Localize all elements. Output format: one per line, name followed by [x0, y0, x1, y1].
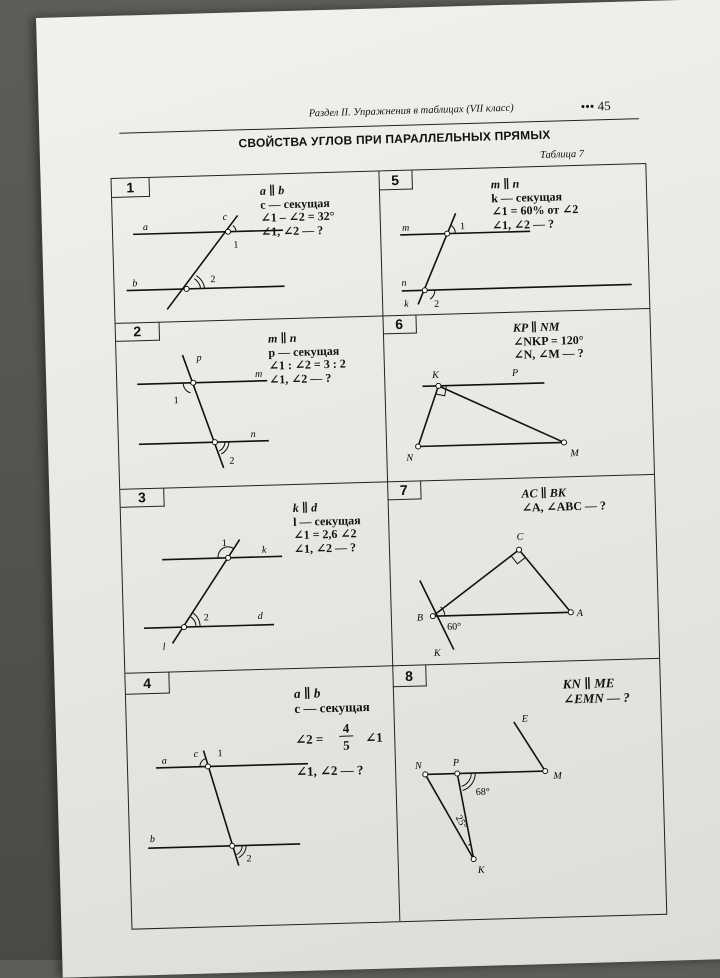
task-number-5: 5	[378, 171, 413, 191]
task-6-line-2: ∠NKP = 120°	[513, 332, 584, 349]
task-4-line-4: ∠1, ∠2 — ?	[295, 762, 364, 780]
angle-label-1: 1	[233, 239, 239, 251]
task-number-6: 6	[382, 314, 417, 334]
label-a: a	[142, 221, 149, 234]
page-number-value: 45	[597, 97, 611, 114]
task-cell-4	[125, 665, 399, 927]
task-1-conditions	[260, 183, 335, 239]
task-3-line-3: ∠1 = 2,6 ∠2	[293, 526, 357, 543]
angle-68: 68°	[475, 786, 490, 799]
label-P: P	[452, 757, 460, 769]
task-5-line-4: ∠1, ∠2 — ?	[491, 216, 555, 232]
label-B: B	[416, 612, 424, 624]
task-2-line-1: m ∥ n	[267, 330, 297, 346]
task-cell-8	[392, 658, 668, 920]
task-2-line-4: ∠1, ∠2 — ?	[268, 370, 332, 387]
task-number-4: 4	[125, 672, 170, 695]
task-3-conditions	[293, 500, 362, 556]
figure-task-1	[112, 171, 383, 322]
exercise-table	[110, 163, 667, 930]
label-b: b	[149, 834, 156, 846]
task-6-line-1: KP ∥ NM	[512, 319, 560, 335]
page-number: ••• 45	[580, 97, 611, 114]
task-7-conditions	[521, 485, 606, 514]
label-N: N	[406, 452, 414, 464]
angle-label-1: 1	[221, 537, 227, 550]
task-number-7: 7	[387, 480, 422, 500]
label-K: K	[477, 864, 485, 876]
task-6-line-3: ∠N, ∠M — ?	[513, 345, 584, 362]
table-label: Таблица 7	[539, 148, 585, 161]
task-7-line-2: ∠A, ∠ABC — ?	[521, 497, 607, 515]
task-5-line-1: m ∥ n	[490, 176, 520, 192]
task-3-line-1: k ∥ d	[292, 500, 318, 516]
label-N: N	[414, 760, 422, 772]
page-title: СВОЙСТВА УГЛОВ ПРИ ПАРАЛЛЕЛЬНЫХ ПРЯМЫХ	[238, 127, 551, 151]
label-l: l	[162, 641, 166, 653]
worksheet-page	[36, 0, 720, 978]
task-number-8: 8	[392, 664, 427, 687]
task-2-line-2: p — секущая	[268, 343, 340, 360]
angle-25: 25°	[452, 813, 470, 832]
angle-label-1: 1	[459, 221, 466, 233]
label-K: K	[433, 647, 441, 660]
fraction-denominator: 5	[342, 737, 350, 753]
label-m: m	[254, 368, 263, 381]
angle-label-2: 2	[434, 298, 440, 310]
label-d: d	[257, 610, 263, 623]
label-k: k	[261, 544, 267, 556]
angle-label-2: 2	[229, 455, 235, 467]
task-4-line-1: a ∥ b	[293, 685, 321, 702]
task-number-1: 1	[112, 178, 151, 198]
label-m: m	[401, 222, 410, 234]
label-b: b	[132, 278, 138, 290]
task-cell-7	[387, 474, 661, 665]
label-M: M	[553, 770, 562, 782]
label-A: A	[576, 607, 584, 620]
label-K: K	[431, 369, 439, 382]
label-n: n	[401, 277, 407, 289]
task-5-line-2: k — секущая	[491, 188, 563, 205]
task-number-3: 3	[120, 488, 165, 508]
angle-label-1: 1	[217, 748, 223, 760]
label-n: n	[250, 429, 256, 441]
task-1-line-4: ∠1, ∠2 — ?	[260, 222, 324, 239]
task-1-line-2: c — секущая	[260, 195, 330, 212]
label-a: a	[161, 755, 167, 767]
task-3-line-2: l — секущая	[292, 512, 361, 529]
label-p: p	[196, 352, 202, 364]
task-4-formula-lhs: ∠2 =	[295, 731, 324, 748]
task-7-line-1: AC ∥ BK	[521, 485, 567, 501]
label-k: k	[403, 298, 409, 310]
angle-label-2: 2	[203, 612, 209, 624]
fraction-numerator: 4	[339, 720, 353, 736]
task-cell-5	[378, 164, 651, 315]
figure-task-2	[116, 315, 388, 488]
task-8-conditions	[563, 675, 630, 707]
task-cell-2	[116, 315, 388, 488]
label-c: c	[222, 211, 228, 223]
task-1-line-3: ∠1 – ∠2 = 32°	[260, 208, 335, 225]
task-3-line-4: ∠1, ∠2 — ?	[293, 539, 357, 556]
label-P: P	[511, 367, 519, 379]
label-M: M	[570, 448, 579, 460]
label-c: c	[193, 748, 199, 760]
label-C: C	[516, 531, 524, 543]
task-2-line-3: ∠1 : ∠2 = 3 : 2	[268, 356, 346, 373]
angle-label-2: 2	[246, 853, 252, 865]
task-cell-6	[382, 308, 656, 481]
task-1-line-1: a ∥ b	[259, 183, 285, 198]
task-8-line-1: KN ∥ ME	[562, 675, 615, 692]
task-2-conditions	[268, 330, 346, 386]
task-number-2: 2	[116, 322, 161, 342]
angle-label-2: 2	[210, 274, 216, 286]
label-E: E	[521, 713, 529, 725]
task-5-line-3: ∠1 = 60% от ∠2	[491, 201, 579, 219]
task-6-conditions	[513, 320, 584, 362]
task-4-line-2: c — секущая	[294, 698, 370, 717]
task-8-line-2: ∠EMN — ?	[563, 689, 630, 707]
task-4-formula	[295, 720, 383, 756]
task-4-conditions	[293, 684, 383, 780]
angle-60: 60°	[447, 621, 462, 633]
task-cell-3	[120, 481, 392, 672]
task-5-conditions	[491, 176, 579, 232]
section-header: Раздел II. Упражнения в таблицах (VII класс)	[308, 102, 514, 120]
task-4-formula-rhs: ∠1	[365, 729, 383, 746]
task-cell-1	[112, 171, 383, 322]
angle-label-1: 1	[173, 395, 179, 407]
